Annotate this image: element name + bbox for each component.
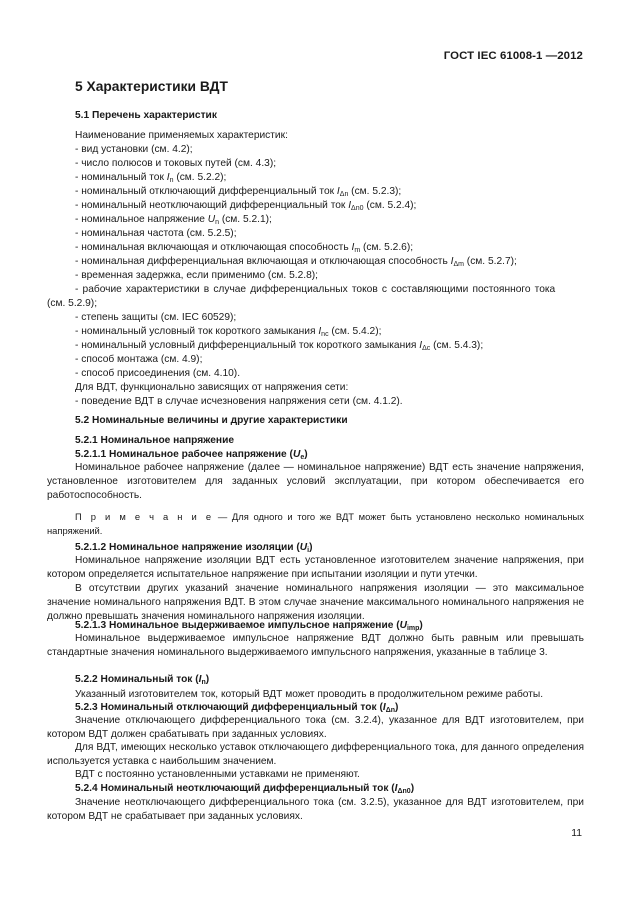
- list-item: - номинальная частота (см. 5.2.5);: [75, 228, 237, 239]
- subsection-title-5-1: 5.1 Перечень характеристик: [75, 110, 217, 121]
- paragraph: Значение отключающего дифференциального тока (см. 3.2.4), указанное для ВДТ изготовителем, при котором ВДТ должен срабатывать при заданных условиях.: [47, 715, 584, 740]
- standard-header: ГОСТ IEC 61008-1 —2012: [443, 50, 583, 62]
- clause-title-5-2-3: 5.2.3 Номинальный отключающий дифференциальный ток $(I_{\Delta n})$: [75, 702, 399, 714]
- clause-title-5-2-4: 5.2.4 Номинальный неотключающий дифференциальный ток $(I_{\Delta n0})$: [75, 783, 415, 795]
- list-item: - номинальное напряжение $U_n$ (см. 5.2.1);: [75, 214, 272, 226]
- paragraph: Значение неотключающего дифференциального тока (см. 3.2.5), указанное для ВДТ изготовителем, при котором ВДТ не срабатывает при заданных условиях.: [47, 797, 584, 822]
- list-item-continuation: (см. 5.2.9);: [47, 298, 98, 309]
- clause-title-5-2-1-2: 5.2.1.2 Номинальное напряжение изоляции $(U_i)$: [75, 542, 313, 554]
- list-item: - способ монтажа (см. 4.9);: [75, 354, 203, 365]
- paragraph: Номинальное напряжение изоляции ВДТ есть установленное изготовителем значение напряжения, при котором определяется испытательное напряжение при испытании изоляции и пути утечки.: [47, 555, 584, 580]
- list-item: - поведение ВДТ в случае исчезновения напряжения сети (см. 4.1.2).: [75, 396, 403, 407]
- list-item: - номинальная дифференциальная включающая и отключающая способность $I_{\Delta m}$ (см. 5.2.7);: [75, 256, 517, 268]
- paragraph: Для ВДТ, имеющих несколько уставок отключающего дифференциального тока, для данного определения используется уставка с наибольшим значением.: [47, 742, 584, 767]
- list-item: - способ присоединения (см. 4.10).: [75, 368, 241, 379]
- list-item: - номинальный неотключающий дифференциальный ток $I_{\Delta n0}$ (см. 5.2.4);: [75, 200, 417, 212]
- list-item: - число полюсов и токовых путей (см. 4.3);: [75, 158, 277, 169]
- subsection-title-5-2: 5.2 Номинальные величины и другие характеристики: [75, 415, 348, 426]
- paragraph: В отсутствии других указаний значение номинального напряжения изоляции — это максимальное значение номинального напряжения ВДТ. В этом случае значение максимального номинального напряжения не должно превышать значения номинального напряжения изоляции.: [47, 583, 584, 622]
- list-item: - степень защиты (см. IEC 60529);: [75, 312, 237, 323]
- list-item: - номинальный условный дифференциальный ток короткого замыкания $I_{\Delta c}$ (см. 5.4.3);: [75, 340, 484, 352]
- section-title: 5 Характеристики ВДТ: [75, 79, 228, 94]
- list-item: - номинальный отключающий дифференциальный ток $I_{\Delta n}$ (см. 5.2.3);: [75, 186, 402, 198]
- list-item: - временная задержка, если применимо (см. 5.2.8);: [75, 270, 318, 281]
- page-number: 11: [571, 828, 582, 839]
- clause-title-5-2-2: 5.2.2 Номинальный ток $(I_n)$: [75, 674, 210, 686]
- note: П р и м е ч а н и е — Для одного и того же ВДТ может быть установлено несколько номинальных напряжений.: [47, 511, 584, 536]
- list-item: - номинальная включающая и отключающая способность $I_m$ (см. 5.2.6);: [75, 242, 414, 254]
- paragraph: ВДТ с постоянно установленными уставками не применяют.: [75, 769, 360, 780]
- note-label: П р и м е ч а н и е: [75, 511, 214, 522]
- list-item: - вид установки (см. 4.2);: [75, 144, 193, 155]
- list-item: - номинальный ток $I_n$ (см. 5.2.2);: [75, 172, 227, 184]
- clause-title-5-2-1-3: 5.2.1.3 Номинальное выдерживаемое импульсное напряжение $(U_{imp})$: [75, 620, 423, 632]
- paragraph: Указанный изготовителем ток, который ВДТ может проводить в продолжительном режиме работы.: [75, 689, 544, 700]
- paragraph: Номинальное рабочее напряжение (далее — номинальное напряжение) ВДТ есть значение напряжения, установленное изготовителем для заданных условий эксплуатации, при котором обеспечивается его работоспособность.: [47, 462, 584, 501]
- list-item: - рабочие характеристики в случае дифференциальных токов с составляющими постоянного тока: [75, 284, 556, 295]
- list-intro: Наименование применяемых характеристик:: [75, 130, 288, 141]
- clause-title-5-2-1: 5.2.1 Номинальное напряжение: [75, 435, 235, 446]
- paragraph: Номинальное выдерживаемое импульсное напряжение ВДТ должно быть равным или превышать стандартные значения номинального выдерживаемого импульсного напряжения, указанные в таблице 3.: [47, 633, 584, 658]
- voltage-dependent-intro: Для ВДТ, функционально зависящих от напряжения сети:: [75, 382, 349, 393]
- list-item: - номинальный условный ток короткого замыкания $I_{nc}$ (см. 5.4.2);: [75, 326, 382, 338]
- clause-title-5-2-1-1: 5.2.1.1 Номинальное рабочее напряжение $(U_e)$: [75, 449, 308, 461]
